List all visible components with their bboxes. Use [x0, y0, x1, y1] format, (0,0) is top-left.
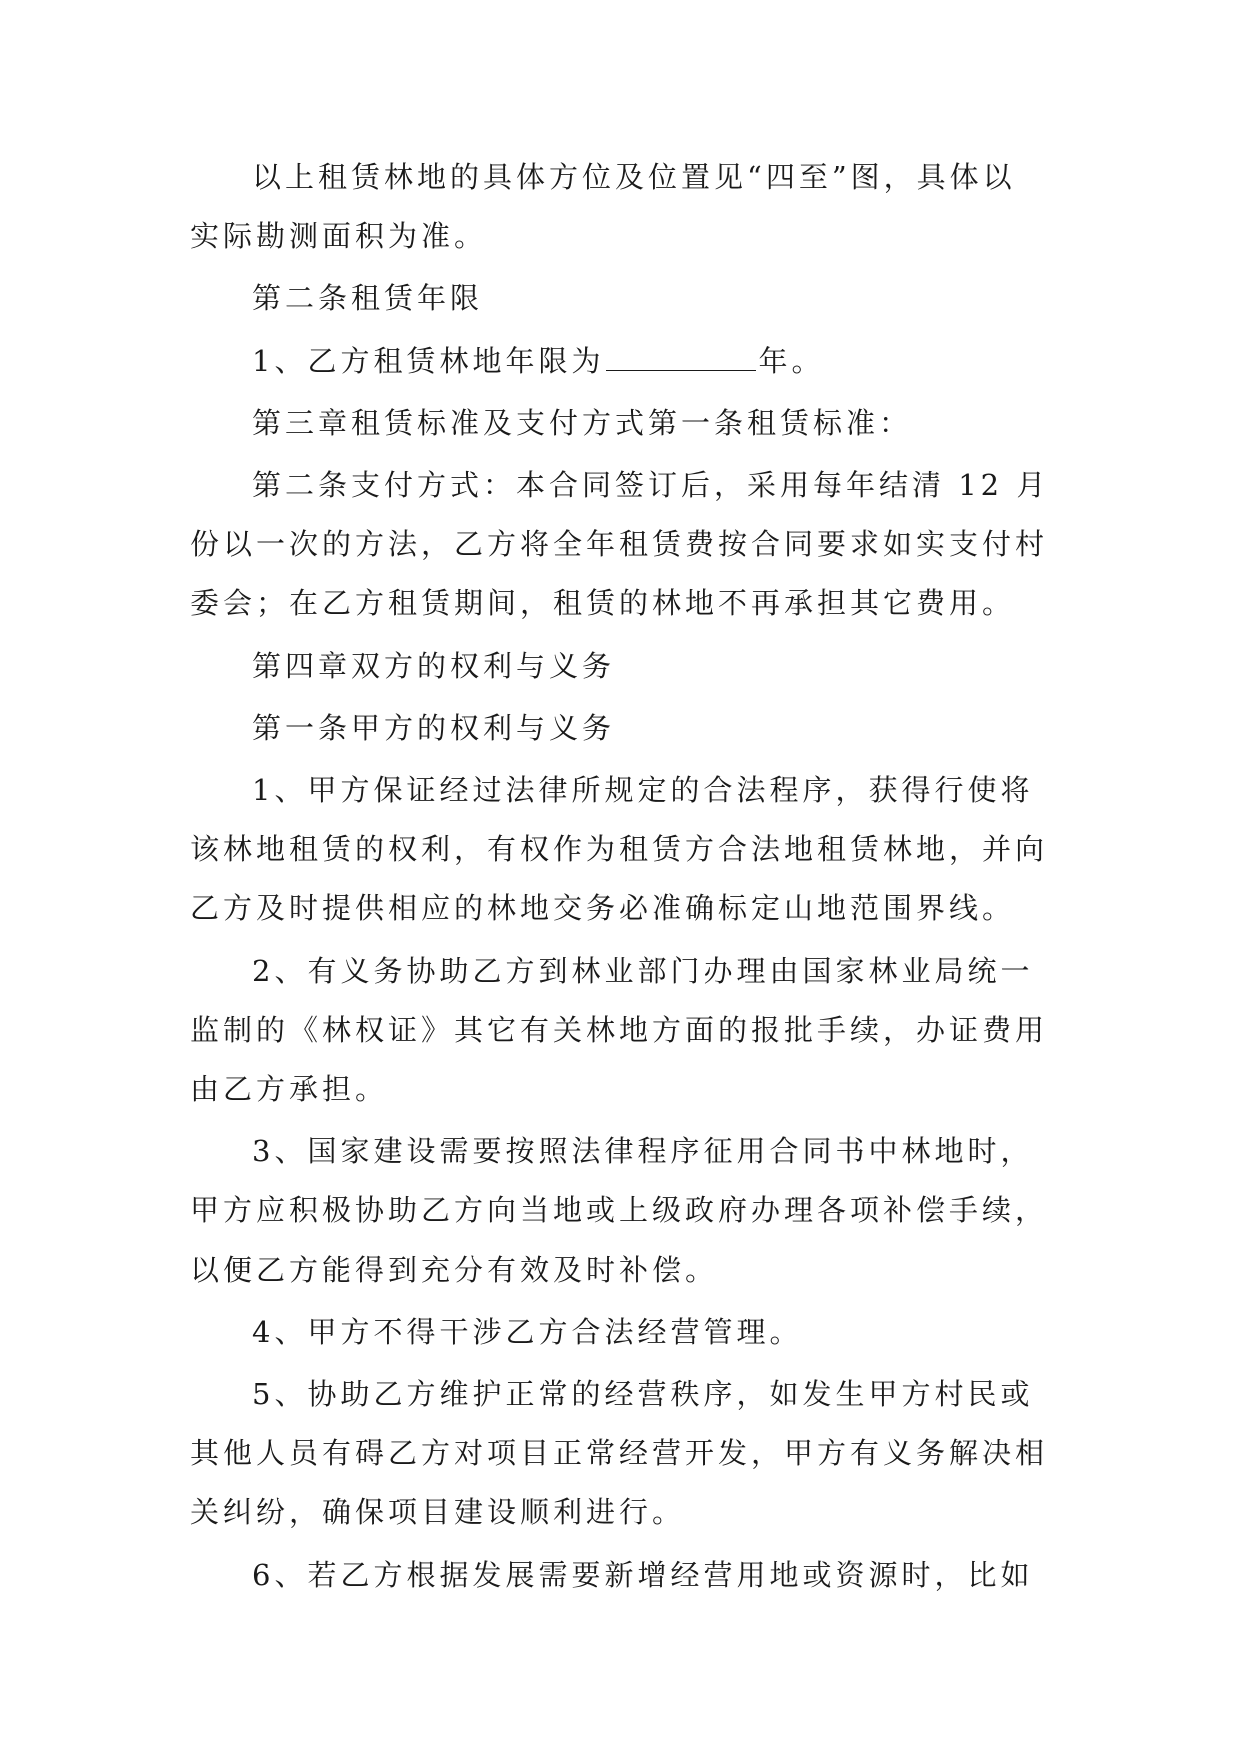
heading-chapter-3: 第三章租赁标准及支付方式第一条租赁标准： [252, 405, 913, 440]
text-line: 以便乙方能得到充分有效及时补偿。 [190, 1252, 719, 1287]
text-line: 5、协助乙方维护正常的经营秩序，如发生甲方村民或 [252, 1377, 1034, 1412]
text-line: 委会；在乙方租赁期间，租赁的林地不再承担其它费用。 [190, 586, 1016, 621]
text-line: 关纠纷，确保项目建设顺利进行。 [190, 1495, 686, 1530]
list-item-5 [190, 1365, 1060, 1543]
blank-fill-line [606, 344, 756, 371]
text-line: 其他人员有碍乙方对项目正常经营开发，甲方有义务解决相 [190, 1436, 1049, 1471]
text-line: 3、国家建设需要按照法律程序征用合同书中林地时， [252, 1134, 1034, 1169]
text-line: 6、若乙方根据发展需要新增经营用地或资源时，比如 [252, 1557, 1034, 1592]
text-line: 2、有义务协助乙方到林业部门办理由国家林业局统一 [252, 953, 1034, 988]
list-item-3 [190, 1122, 1060, 1300]
text-line: 1、甲方保证经过法律所规定的合法程序，获得行使将 [252, 773, 1034, 808]
text-line: 份以一次的方法，乙方将全年租赁费按合同要求如实支付村 [190, 527, 1049, 562]
list-item-1 [190, 761, 1060, 939]
lease-term-unit: 年。 [758, 343, 825, 378]
text-line: 甲方应积极协助乙方向当地或上级政府办理各项补偿手续， [190, 1193, 1049, 1228]
text-line: 由乙方承担。 [190, 1072, 389, 1107]
document-body [190, 148, 1060, 1608]
list-item-6 [190, 1546, 1060, 1605]
text-line: 以上租赁林地的具体方位及位置见“四至”图，具体以 [252, 160, 1016, 194]
list-item-2 [190, 942, 1060, 1120]
paragraph-payment-method [190, 456, 1060, 634]
paragraph-lease-term [190, 332, 1060, 391]
paragraph-location-note [190, 148, 1060, 266]
heading-article-1-party-a: 第一条甲方的权利与义务 [252, 710, 616, 745]
text-line: 该林地租赁的权利，有权作为租赁方合法地租赁林地，并向 [190, 832, 1049, 867]
text-line: 乙方及时提供相应的林地交务必准确标定山地范围界线。 [190, 891, 1016, 926]
list-item-4: 4、甲方不得干涉乙方合法经营管理。 [252, 1314, 803, 1349]
heading-chapter-4: 第四章双方的权利与义务 [252, 648, 616, 683]
text-line: 监制的《林权证》其它有关林地方面的报批手续，办证费用 [190, 1012, 1049, 1047]
text-line: 实际勘测面积为准。 [190, 219, 488, 254]
text-line: 第二条支付方式：本合同签订后，采用每年结清 12 月 [252, 468, 1050, 503]
heading-article-2-lease-term: 第二条租赁年限 [252, 281, 484, 316]
lease-term-text: 1、乙方租赁林地年限为 [252, 343, 605, 378]
